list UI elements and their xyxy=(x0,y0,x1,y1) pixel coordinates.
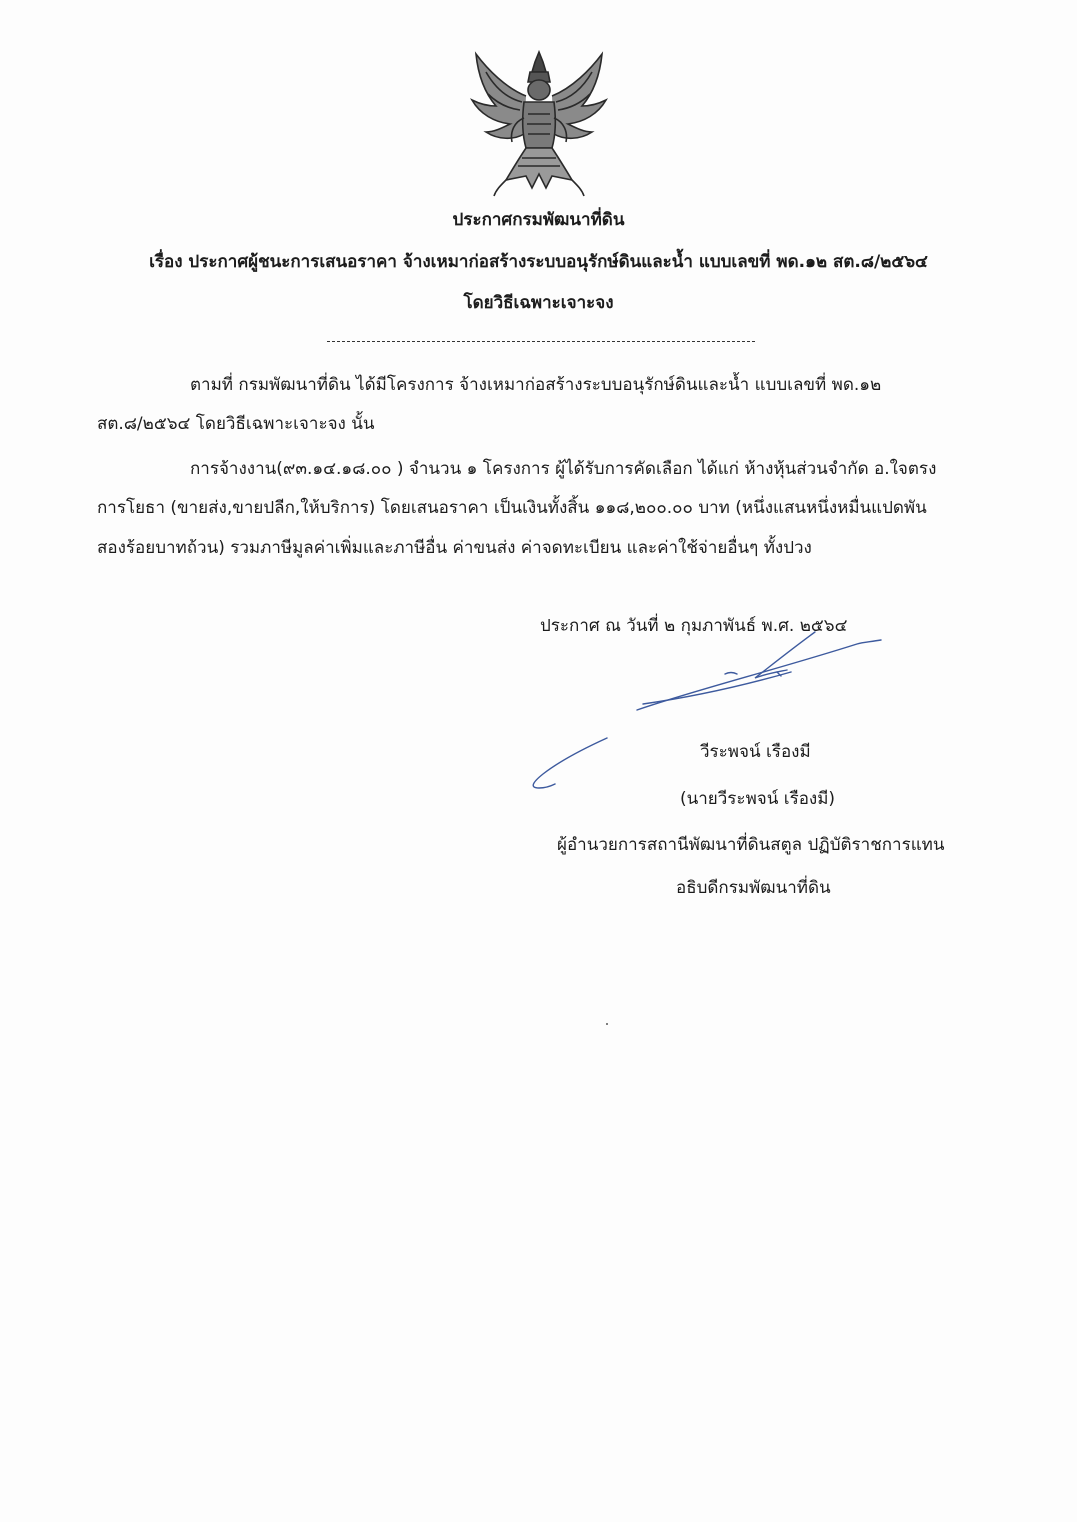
garuda-emblem-icon xyxy=(466,48,612,198)
paragraph-1-line-1: ตามที่ กรมพัฒนาที่ดิน ได้มีโครงการ จ้างเหมาก่อสร้างระบบอนุรักษ์ดินและน้ำ แบบเลขที่ พด.๑๒ xyxy=(190,375,882,395)
announcement-date: ประกาศ ณ วันที่ ๒ กุมภาพันธ์ พ.ศ. ๒๕๖๔ xyxy=(540,616,848,636)
organization-title: ประกาศกรมพัฒนาที่ดิน xyxy=(452,210,625,230)
paragraph-2-line-1: การจ้างงาน(๙๓.๑๔.๑๘.๐๐ ) จำนวน ๑ โครงการ ผู้ได้รับการคัดเลือก ได้แก่ ห้างหุ้นส่วนจำกัด อ.ใจตรง xyxy=(190,459,937,479)
handwritten-signature xyxy=(525,628,895,798)
stray-mark xyxy=(606,1023,608,1025)
signatory-position-line-2: อธิบดีกรมพัฒนาที่ดิน xyxy=(676,878,831,898)
subject-line: เรื่อง ประกาศผู้ชนะการเสนอราคา จ้างเหมาก่อสร้างระบบอนุรักษ์ดินและน้ำ แบบเลขที่ พด.๑๒ สต.๘/๒๕๖๔ xyxy=(149,252,928,272)
subject-continuation: โดยวิธีเฉพาะเจาะจง xyxy=(463,293,614,313)
signatory-full-name: (นายวีระพจน์ เรืองมี) xyxy=(680,789,836,809)
separator-line xyxy=(327,341,755,342)
paragraph-2-line-3: สองร้อยบาทถ้วน) รวมภาษีมูลค่าเพิ่มและภาษีอื่น ค่าขนส่ง ค่าจดทะเบียน และค่าใช้จ่ายอื่นๆ ทั้งปวง xyxy=(97,538,812,558)
paragraph-1-line-2: สต.๘/๒๕๖๔ โดยวิธีเฉพาะเจาะจง นั้น xyxy=(97,414,375,434)
signatory-position-line-1: ผู้อำนวยการสถานีพัฒนาที่ดินสตูล ปฏิบัติราชการแทน xyxy=(557,835,945,855)
signatory-name: วีระพจน์ เรืองมี xyxy=(700,742,811,762)
paragraph-2-line-2: การโยธา (ขายส่ง,ขายปลีก,ให้บริการ) โดยเสนอราคา เป็นเงินทั้งสิ้น ๑๑๘,๒๐๐.๐๐ บาท (หนึ่งแสนหนึ่งหมื่นแปดพัน xyxy=(97,498,927,518)
